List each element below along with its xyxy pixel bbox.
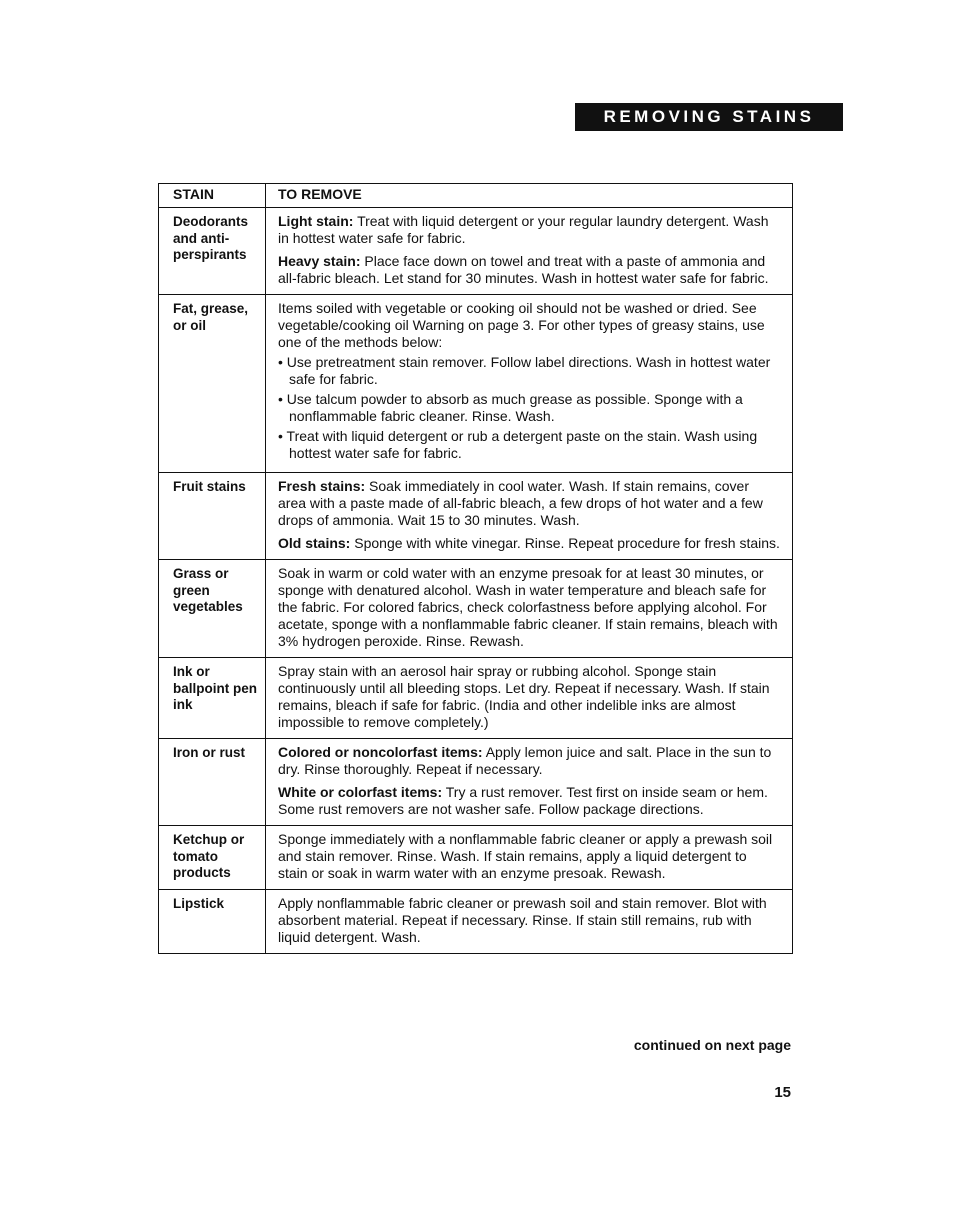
list-item: • Treat with liquid detergent or rub a detergent paste on the stain. Wash using hottest water safe for fabric. <box>278 428 780 462</box>
table-row <box>159 658 793 739</box>
method-list <box>278 354 780 462</box>
instruction-text: Soak immediately in cool water. Wash. If stain remains, cover area with a paste made of all-fabric bleach, a few drops of hot water and a few drops of ammonia. Wait 15 to 30 minutes. Wash. <box>278 478 763 528</box>
removal-instructions <box>266 890 793 954</box>
instruction-text: Place face down on towel and treat with a paste of ammonia and all-fabric bleach. Let stand for 30 minutes. Wash in hottest water safe for fabric. <box>278 253 769 286</box>
table-row <box>159 739 793 826</box>
table-header-row <box>159 184 793 208</box>
table-row <box>159 560 793 658</box>
instruction-paragraph <box>278 784 780 818</box>
removal-instructions <box>266 658 793 739</box>
instruction-paragraph: Items soiled with vegetable or cooking oil should not be washed or dried. See vegetable/cooking oil Warning on page 3. For other types of greasy stains, use one of the methods below: <box>278 300 765 350</box>
stain-name: Lipstick <box>159 890 266 954</box>
instruction-paragraph <box>278 478 780 529</box>
column-header-stain: STAIN <box>159 184 266 208</box>
list-item: • Use pretreatment stain remover. Follow label directions. Wash in hottest water safe for fabric. <box>278 354 780 388</box>
instruction-paragraph <box>278 213 780 247</box>
instruction-paragraph: Soak in warm or cold water with an enzyme presoak for at least 30 minutes, or sponge with denatured alcohol. Wash in water temperature and bleach safe for the fabric. For colored fabrics, check colorfastness before applying alcohol. For acetate, sponge with a nonflammable fabric cleaner. If stain remains, bleach with 3% hydrogen peroxide. Rinse. Rewash. <box>278 565 778 649</box>
stain-name: Ink or ballpoint pen ink <box>159 658 266 739</box>
column-header-to-remove: TO REMOVE <box>266 184 793 208</box>
removal-instructions <box>266 560 793 658</box>
instruction-paragraph: Spray stain with an aerosol hair spray or rubbing alcohol. Sponge stain continuously until all bleeding stops. Let dry. Repeat if necessary. Wash. If stain remains, bleach if safe for fabric. (India and other indelible inks are almost impossible to remove completely.) <box>278 663 770 730</box>
section-header: REMOVING STAINS <box>575 103 843 131</box>
list-item: • Use talcum powder to absorb as much grease as possible. Sponge with a nonflammable fabric cleaner. Rinse. Wash. <box>278 391 780 425</box>
removal-instructions <box>266 208 793 295</box>
table-row <box>159 890 793 954</box>
stain-name: Fat, grease, or oil <box>159 295 266 473</box>
instruction-text: Sponge with white vinegar. Rinse. Repeat procedure for fresh stains. <box>350 535 780 551</box>
instruction-lead: Fresh stains: <box>278 478 366 494</box>
table-row <box>159 208 793 295</box>
stain-name: Ketchup or tomato products <box>159 826 266 890</box>
instruction-paragraph <box>278 535 780 552</box>
removal-instructions <box>266 826 793 890</box>
removal-instructions <box>266 295 793 473</box>
stain-name: Fruit stains <box>159 473 266 560</box>
instruction-lead: Colored or noncolorfast items: <box>278 744 483 760</box>
table-row <box>159 473 793 560</box>
instruction-text: Try a rust remover. Test first on inside seam or hem. Some rust removers are not washer safe. Follow package directions. <box>278 784 768 817</box>
stain-name: Grass or green vegetables <box>159 560 266 658</box>
instruction-lead: Heavy stain: <box>278 253 361 269</box>
instruction-paragraph <box>278 744 780 778</box>
removal-instructions <box>266 739 793 826</box>
instruction-lead: White or colorfast items: <box>278 784 443 800</box>
instruction-paragraph: Apply nonflammable fabric cleaner or prewash soil and stain remover. Blot with absorbent material. Repeat if necessary. Rinse. If stain still remains, rub with liquid detergent. Wash. <box>278 895 767 945</box>
instruction-text: Apply lemon juice and salt. Place in the sun to dry. Rinse thoroughly. Repeat if necessary. <box>278 744 772 777</box>
instruction-text: Treat with liquid detergent or your regular laundry detergent. Wash in hottest water safe for fabric. <box>278 213 769 246</box>
stain-name: Deodorants and anti-perspirants <box>159 208 266 295</box>
table-row <box>159 295 793 473</box>
instruction-paragraph: Sponge immediately with a nonflammable fabric cleaner or apply a prewash soil and stain remover. Rinse. Wash. If stain remains, apply a liquid detergent to stain or soak in warm water with an enzyme presoak. Rewash. <box>278 831 773 881</box>
instruction-lead: Old stains: <box>278 535 351 551</box>
stain-name: Iron or rust <box>159 739 266 826</box>
page-number: 15 <box>774 1084 791 1101</box>
continued-note: continued on next page <box>633 1037 791 1053</box>
table-row <box>159 826 793 890</box>
instruction-lead: Light stain: <box>278 213 354 229</box>
removal-instructions <box>266 473 793 560</box>
instruction-paragraph <box>278 253 780 287</box>
stain-removal-table <box>158 183 793 954</box>
